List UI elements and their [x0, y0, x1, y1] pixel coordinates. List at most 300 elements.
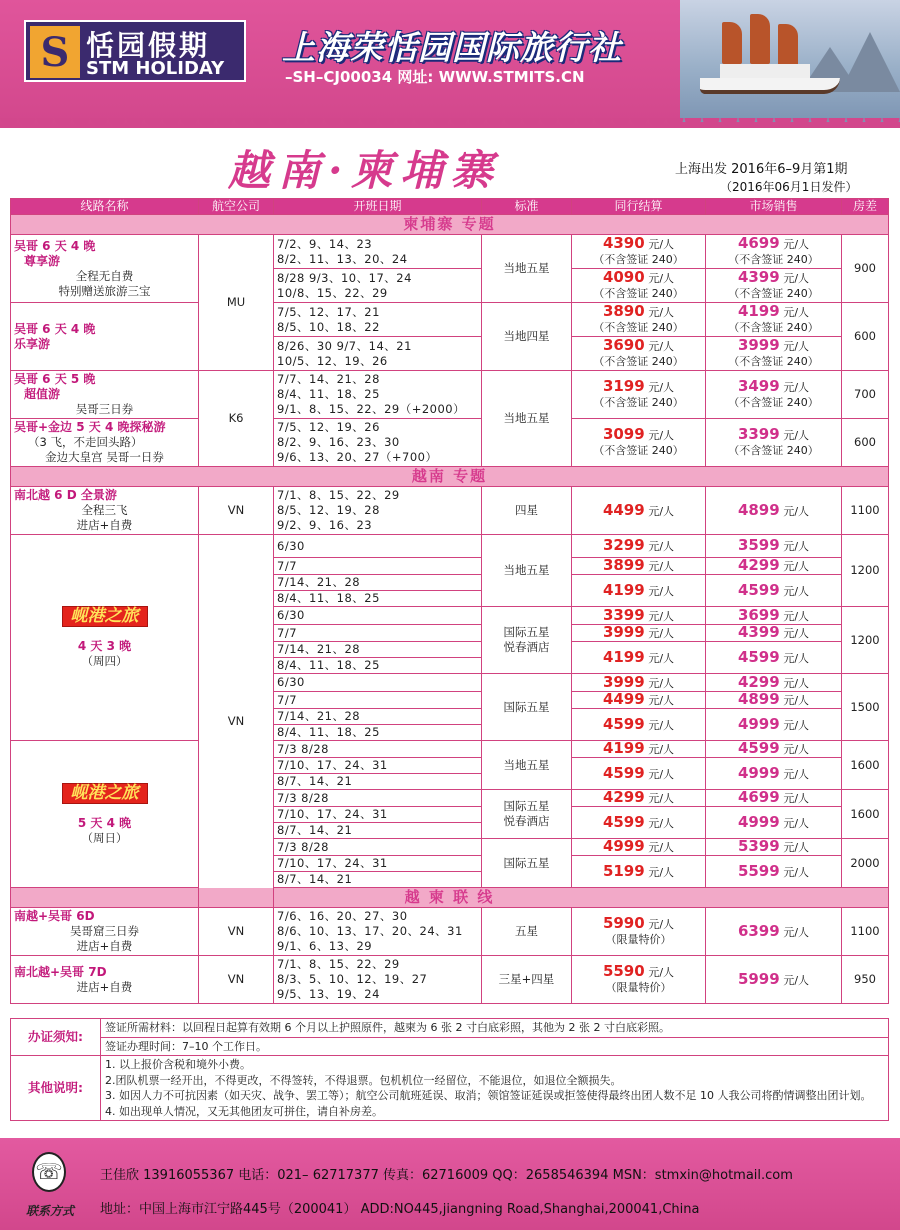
col-header-route: 线路名称: [11, 199, 199, 215]
standard-cell: 当地五星: [482, 235, 572, 303]
route-feature: （周日）: [81, 830, 128, 845]
retail-price: 4599: [737, 580, 780, 599]
price-unit: 元/人: [648, 865, 675, 879]
ship-hull-shape: [700, 78, 840, 94]
standard-line: 国际五星: [503, 799, 550, 813]
price-unit: 元/人: [783, 718, 810, 732]
standard-line: 悦春酒店: [503, 814, 550, 828]
section-cambodia: [11, 215, 889, 235]
retail-price-cell: [706, 607, 842, 625]
scalloped-edge: [0, 118, 900, 128]
price-unit: 元/人: [783, 925, 810, 939]
trade-price-cell: [572, 790, 706, 807]
room-diff-cell: 1200: [842, 535, 889, 607]
date-line: 8/5、12、19、28: [277, 503, 380, 517]
price-unit: 元/人: [783, 743, 810, 756]
date-line: 10/5、12、19、26: [277, 353, 388, 368]
date-line: 8/5、10、18、22: [277, 319, 380, 334]
trade-price-cell: [572, 692, 706, 709]
dates-cell: 7/14、21、28: [274, 575, 482, 591]
room-diff-cell: 1500: [842, 674, 889, 741]
date-line: 9/6、13、20、27（+700）: [277, 450, 438, 464]
retail-price-cell: [706, 956, 842, 1004]
date-line: 7/1、8、15、22、29: [277, 488, 400, 502]
room-diff-cell: 1100: [842, 487, 889, 535]
price-unit: 元/人: [783, 272, 810, 285]
route-name: 南北越 6 D 全景游: [14, 488, 117, 502]
trade-price: 4090: [602, 268, 645, 286]
route-name: 吴哥 6 天 4 晚: [14, 238, 96, 253]
price-unit: 元/人: [783, 651, 810, 665]
date-line: 7/2、9、14、23: [277, 236, 373, 251]
airline-cell: VN: [199, 535, 274, 908]
trade-price-cell: [572, 575, 706, 607]
dates-cell: 8/4、11、18、25: [274, 725, 482, 741]
standard-cell: 当地五星: [482, 741, 572, 790]
standard-line: 悦春酒店: [503, 640, 550, 654]
notes-row: [11, 1037, 889, 1056]
retail-price: 5599: [737, 861, 780, 880]
trade-price: 3399: [602, 605, 645, 624]
table-row: [11, 741, 889, 758]
trade-price: 4390: [602, 234, 645, 252]
room-diff-cell: 700: [842, 371, 889, 419]
dates-cell: [274, 956, 482, 1004]
airline-cell: VN: [199, 487, 274, 535]
retail-price-cell: [706, 625, 842, 642]
trade-price-cell: [572, 625, 706, 642]
price-unit: 元/人: [648, 767, 675, 781]
trade-price-cell: [572, 642, 706, 674]
room-diff-cell: 1600: [842, 741, 889, 790]
price-unit: 元/人: [783, 540, 810, 553]
trade-price-cell: [572, 487, 706, 535]
danang-ribbon: 岘港之旅: [62, 606, 148, 627]
trade-price: 4599: [602, 812, 645, 831]
trade-price-cell: [572, 674, 706, 692]
dates-cell: 7/7: [274, 558, 482, 575]
retail-price-cell: [706, 487, 842, 535]
issue-date: （2016年06月1日发件）: [720, 180, 858, 194]
retail-price-cell: [706, 692, 842, 709]
trade-price-cell: [572, 839, 706, 856]
price-unit: 元/人: [648, 306, 675, 319]
dates-cell: 6/30: [274, 535, 482, 558]
route-cell-danang-4d: [11, 535, 199, 741]
header-banner: [0, 0, 900, 128]
retail-price: 4899: [737, 500, 780, 519]
departure-period: 上海出发 2016年6–9月第1期: [675, 162, 848, 177]
retail-price-cell: [706, 235, 842, 269]
trade-price: 3890: [602, 302, 645, 320]
price-unit: 元/人: [783, 306, 810, 319]
retail-price-cell: [706, 856, 842, 888]
col-header-airline: 航空公司: [199, 199, 274, 215]
junk-boat-photo: [680, 0, 900, 122]
table-row: [11, 371, 889, 419]
page-title: 越南·柬埔寨: [228, 146, 501, 195]
trade-price: 3999: [602, 623, 645, 641]
date-line: 9/1、6、13、29: [277, 939, 373, 953]
dates-cell: 7/14、21、28: [274, 642, 482, 658]
table-row: [11, 235, 889, 269]
airline-cell: MU: [199, 235, 274, 371]
trade-price: 4199: [602, 580, 645, 599]
dates-cell: 7/3 8/28: [274, 839, 482, 856]
trade-price-cell: [572, 709, 706, 741]
trade-price-cell: [572, 758, 706, 790]
room-diff-cell: 600: [842, 303, 889, 371]
trade-price: 5590: [602, 962, 645, 980]
trade-price: 3899: [602, 556, 645, 574]
route-feature: 进店+自费: [76, 518, 133, 532]
table-row: [11, 535, 889, 558]
date-line: 8/2、9、16、23、30: [277, 435, 400, 449]
trade-price: 3099: [602, 425, 645, 443]
retail-price-cell: [706, 758, 842, 790]
col-header-dates: 开班日期: [274, 199, 482, 215]
retail-price-cell: [706, 558, 842, 575]
retail-price: 3599: [737, 536, 780, 554]
other-notes-label: 其他说明:: [11, 1056, 101, 1121]
section-vietnam: [11, 467, 889, 487]
route-feature: 全程无自费: [75, 268, 134, 283]
price-unit: 元/人: [648, 792, 675, 805]
trade-price: 5990: [602, 914, 645, 932]
trade-price: 3299: [602, 536, 645, 554]
agency-name: 上海荣恬园国际旅行社: [282, 28, 622, 67]
dates-cell: [274, 419, 482, 467]
trade-price: 4499: [602, 500, 645, 519]
dates-cell: [274, 337, 482, 371]
dates-cell: 7/3 8/28: [274, 741, 482, 758]
table-row: [11, 487, 889, 535]
trade-price: 5199: [602, 861, 645, 880]
trade-price-cell: [572, 269, 706, 303]
karst-mountain-shape: [840, 32, 900, 92]
dates-cell: 7/10、17、24、31: [274, 758, 482, 774]
route-feature: 金边大皇宫 吴哥一日券: [45, 450, 164, 464]
retail-price-cell: [706, 269, 842, 303]
retail-price: 4699: [737, 788, 780, 806]
date-line: 9/2、9、16、23: [277, 518, 373, 532]
room-diff-cell: 1200: [842, 607, 889, 674]
retail-price: 4299: [737, 672, 780, 691]
logo-en-text: STM HOLIDAY: [86, 58, 225, 79]
route-cell: [11, 371, 199, 419]
trade-price-cell: [572, 741, 706, 758]
route-name: 超值游: [24, 387, 61, 401]
visa-note-line: 签证所需材料：以回程日起算有效期 6 个月以上护照原件，越柬为 6 张 2 寸白底彩照，其他为 2 张 2 寸白底彩照。: [101, 1019, 889, 1038]
trade-price-cell: [572, 419, 706, 467]
price-table: [10, 198, 889, 1004]
date-line: 10/8、15、22、29: [277, 285, 388, 300]
dates-cell: [274, 371, 482, 419]
trade-price-cell: [572, 337, 706, 371]
retail-price: 5399: [737, 837, 780, 855]
visa-note: （不含签证 240）: [728, 287, 819, 300]
visa-note: （不含签证 240）: [728, 396, 819, 409]
retail-price-cell: [706, 839, 842, 856]
dates-cell: 7/7: [274, 625, 482, 642]
route-name: 南北越+吴哥 7D: [14, 964, 107, 979]
route-name: 南越+吴哥 6D: [14, 909, 95, 923]
retail-price: 3999: [737, 336, 780, 354]
retail-price: 4399: [737, 268, 780, 286]
retail-price-cell: [706, 741, 842, 758]
route-name: 吴哥 6 天 4 晚: [14, 321, 96, 336]
date-line: 8/28 9/3、10、17、24: [277, 270, 412, 285]
route-cell: [11, 235, 199, 303]
danang-ribbon: 岘港之旅: [62, 783, 148, 804]
dates-cell: 8/4、11、18、25: [274, 658, 482, 674]
visa-note-line: 签证办理时间：7–10 个工作日。: [101, 1037, 889, 1056]
room-diff-cell: 950: [842, 956, 889, 1004]
visa-note: （不含签证 240）: [593, 355, 684, 368]
route-name: 4 天 3 晚: [77, 639, 132, 653]
standard-cell: 当地五星: [482, 535, 572, 607]
dates-cell: 7/10、17、24、31: [274, 856, 482, 872]
price-unit: 元/人: [783, 865, 810, 879]
price-unit: 元/人: [648, 743, 675, 756]
date-line: 8/6、10、13、17、20、24、31: [277, 924, 463, 938]
phone-icon: ☏: [32, 1152, 66, 1192]
visa-note: （不含签证 240）: [728, 355, 819, 368]
price-unit: 元/人: [783, 560, 810, 573]
retail-price: 3699: [737, 605, 780, 624]
trade-price: 4599: [602, 714, 645, 733]
route-name: 吴哥 6 天 5 晚: [14, 372, 96, 386]
sail-shape: [750, 14, 770, 64]
price-unit: 元/人: [783, 973, 810, 987]
notes-row: [11, 1056, 889, 1121]
standard-cell: 五星: [482, 908, 572, 956]
license-and-website: –SH–CJ00034 网址: WWW.STMITS.CN: [285, 68, 585, 86]
other-note-line: 2.团队机票一经开出，不得更改，不得签转，不得退票。包机机位一经留位，不能退位，如退位全额损失。: [105, 1073, 622, 1087]
retail-price: 4699: [737, 234, 780, 252]
limited-offer-note: （限量特价）: [605, 981, 672, 994]
route-cell: [11, 908, 199, 956]
retail-price-cell: [706, 303, 842, 337]
price-unit: 元/人: [783, 340, 810, 353]
dates-cell: 7/7: [274, 692, 482, 709]
col-header-retail-price: 市场销售: [706, 199, 842, 215]
visa-note: （不含签证 240）: [728, 321, 819, 334]
logo-mark: S: [30, 26, 80, 78]
standard-cell: [482, 607, 572, 674]
price-unit: 元/人: [783, 694, 810, 707]
room-diff-cell: 600: [842, 419, 889, 467]
trade-price-cell: [572, 235, 706, 269]
dates-cell: 8/7、14、21: [274, 774, 482, 790]
route-name: 尊享游: [24, 253, 61, 268]
section-title: 越 柬 联 线: [11, 888, 889, 908]
dates-cell: 8/4、11、18、25: [274, 591, 482, 607]
sail-shape: [722, 22, 742, 64]
price-unit: 元/人: [648, 340, 675, 353]
table-row: [11, 303, 889, 337]
table-row: [11, 419, 889, 467]
retail-price-cell: [706, 535, 842, 558]
sail-shape: [778, 24, 798, 66]
route-feature: 吴哥三日券: [75, 402, 134, 416]
section-title: 柬埔寨 专题: [11, 215, 889, 235]
date-line: 8/26、30 9/7、14、21: [277, 338, 412, 353]
retail-price: 4599: [737, 647, 780, 666]
price-unit: 元/人: [648, 918, 675, 931]
airline-cell: VN: [199, 956, 274, 1004]
retail-price: 4599: [737, 739, 780, 757]
price-unit: 元/人: [783, 627, 810, 640]
date-line: 7/7、14、21、28: [277, 372, 380, 386]
dates-cell: 7/10、17、24、31: [274, 807, 482, 823]
dates-cell: [274, 303, 482, 337]
trade-price: 4999: [602, 837, 645, 855]
price-unit: 元/人: [648, 718, 675, 732]
dates-cell: 8/7、14、21: [274, 872, 482, 888]
visa-note: （不含签证 240）: [593, 396, 684, 409]
standard-cell: 当地五星: [482, 371, 572, 467]
price-unit: 元/人: [648, 540, 675, 553]
price-unit: 元/人: [783, 584, 810, 598]
trade-price-cell: [572, 607, 706, 625]
col-header-trade-price: 同行结算: [572, 199, 706, 215]
route-feature: （3 飞，不走回头路）: [28, 435, 143, 449]
price-unit: 元/人: [648, 429, 675, 442]
dates-cell: 6/30: [274, 674, 482, 692]
price-unit: 元/人: [783, 381, 810, 394]
standard-cell: [482, 790, 572, 839]
trade-price-cell: [572, 807, 706, 839]
route-feature: 全程三飞: [81, 503, 128, 517]
date-line: 9/5、13、19、24: [277, 987, 380, 1001]
route-cell: [11, 487, 199, 535]
standard-cell: 国际五星: [482, 839, 572, 888]
standard-cell: 当地四星: [482, 303, 572, 371]
route-name: 乐享游: [14, 336, 51, 351]
price-unit: 元/人: [648, 238, 675, 251]
price-unit: 元/人: [783, 429, 810, 442]
retail-price: 6399: [737, 921, 780, 940]
standard-line: 国际五星: [503, 625, 550, 639]
trade-price-cell: [572, 558, 706, 575]
retail-price: 4999: [737, 812, 780, 831]
price-unit: 元/人: [648, 272, 675, 285]
visa-note: （不含签证 240）: [728, 253, 819, 266]
retail-price-cell: [706, 908, 842, 956]
airline-cell: VN: [199, 908, 274, 956]
route-cell: [11, 419, 199, 467]
table-row: [11, 908, 889, 956]
trade-price: 4299: [602, 788, 645, 806]
standard-cell: 国际五星: [482, 674, 572, 741]
date-line: 8/3、5、10、12、19、27: [277, 972, 428, 986]
dates-cell: [274, 235, 482, 269]
room-diff-cell: 1100: [842, 908, 889, 956]
date-line: 8/4、11、18、25: [277, 387, 380, 401]
trade-price: 4599: [602, 763, 645, 782]
retail-price-cell: [706, 419, 842, 467]
price-unit: 元/人: [648, 651, 675, 665]
date-line: 7/6、16、20、27、30: [277, 909, 408, 923]
other-note-line: 4. 如出现单人情况，又无其他团友可拼住，请自补房差。: [105, 1104, 383, 1118]
route-feature: （周四）: [81, 654, 128, 668]
price-unit: 元/人: [783, 676, 810, 690]
other-note-line: 1. 以上报价含税和境外小费。: [105, 1058, 251, 1071]
other-note-line: 3. 如因人力不可抗因素（如天灾、战争、罢工等）；航空公司航班延误、取消；领馆签证延误或拒签使得最终出团人数不足 10 人我公司将酌情调整出团计划。: [105, 1089, 872, 1102]
trade-price: 3999: [602, 672, 645, 691]
retail-price: 4999: [737, 714, 780, 733]
retail-price: 4299: [737, 556, 780, 574]
price-unit: 元/人: [648, 381, 675, 394]
retail-price: 4999: [737, 763, 780, 782]
retail-price-cell: [706, 575, 842, 607]
company-logo: [24, 20, 246, 82]
retail-price: 3499: [737, 377, 780, 395]
price-unit: 元/人: [783, 238, 810, 251]
price-unit: 元/人: [783, 504, 810, 518]
price-unit: 元/人: [648, 816, 675, 830]
retail-price-cell: [706, 790, 842, 807]
retail-price-cell: [706, 642, 842, 674]
trade-price: 4499: [602, 690, 645, 708]
trade-price-cell: [572, 303, 706, 337]
visa-note: （不含签证 240）: [593, 287, 684, 300]
contact-label: 联系方式: [26, 1204, 75, 1218]
dates-cell: 6/30: [274, 607, 482, 625]
price-unit: 元/人: [648, 627, 675, 640]
date-line: 7/1、8、15、22、29: [277, 957, 400, 971]
table-row: [11, 956, 889, 1004]
trade-price: 3199: [602, 377, 645, 395]
dates-cell: [274, 487, 482, 535]
contact-line: 王佳欣 13916055367 电话：021– 62717377 传真：62716009 QQ：2658546394 MSN：stmxin@hotmail.com: [100, 1168, 793, 1183]
dates-cell: [274, 908, 482, 956]
trade-price: 4199: [602, 647, 645, 666]
retail-price: 4199: [737, 302, 780, 320]
limited-offer-note: （限量特价）: [605, 933, 672, 946]
section-title: 越南 专题: [11, 467, 889, 487]
col-header-room-diff: 房差: [842, 199, 889, 215]
price-unit: 元/人: [783, 816, 810, 830]
logo-cn-text: 恬园假期: [86, 29, 211, 62]
route-name: 吴哥+金边 5 天 4 晚探秘游: [14, 420, 166, 434]
dates-cell: [274, 269, 482, 303]
date-line: 7/5、12、19、26: [277, 420, 380, 434]
visa-note: （不含签证 240）: [728, 444, 819, 457]
price-unit: 元/人: [648, 841, 675, 854]
table-header-row: [11, 199, 889, 215]
retail-price: 5999: [737, 969, 780, 988]
retail-price-cell: [706, 337, 842, 371]
retail-price: 4899: [737, 690, 780, 708]
retail-price: 3399: [737, 425, 780, 443]
footer-contact: [0, 1138, 900, 1230]
route-name: 5 天 4 晚: [77, 815, 132, 830]
price-unit: 元/人: [783, 609, 810, 623]
notes-row: [11, 1019, 889, 1038]
date-line: 8/2、11、13、20、24: [277, 251, 408, 266]
trade-price-cell: [572, 535, 706, 558]
date-line: 9/1、8、15、22、29（+2000）: [277, 402, 466, 416]
route-cell-danang-5d: [11, 741, 199, 888]
price-unit: 元/人: [648, 504, 675, 518]
retail-price-cell: [706, 371, 842, 419]
route-feature: 吴哥窟三日券: [70, 924, 139, 938]
room-diff-cell: 900: [842, 235, 889, 303]
retail-price: 4399: [737, 623, 780, 641]
visa-notes-label: 办证须知:: [11, 1019, 101, 1056]
